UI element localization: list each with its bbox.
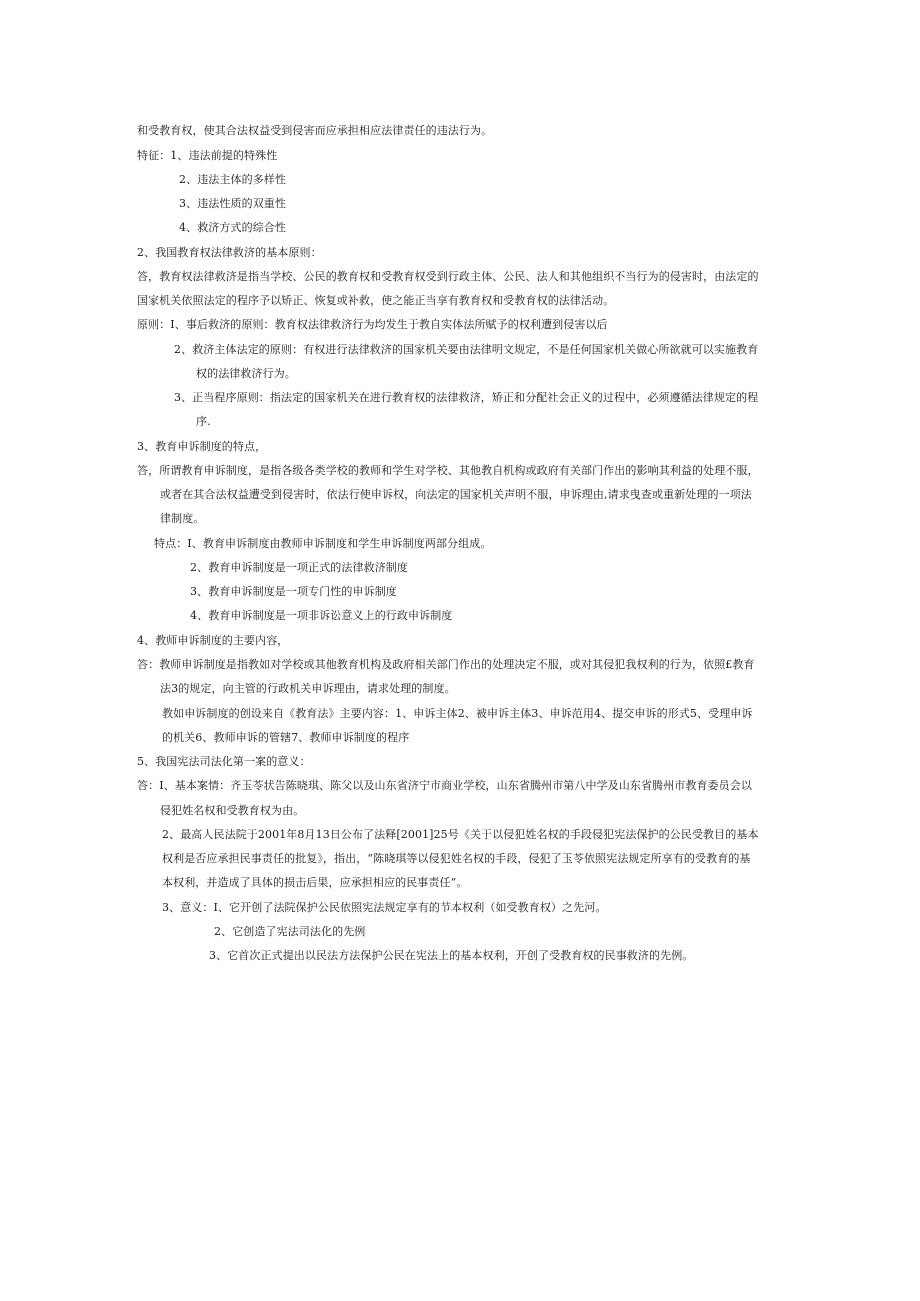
text-line: 的机关6、教师申诉的管辖7、教师申诉制度的程序 (162, 731, 410, 744)
text-line: 2、救济主体法定的原则：有权进行法律救济的国家机关要由法律明文规定，不是任何国家机关做心所欲就可以实施教育 (174, 343, 759, 356)
text-line: 3、教育申诉制度是一项专门性的申诉制度 (190, 585, 397, 598)
text-line: 教如申诉制度的创设来自《教育法》主要内容：1、申诉主体2、被申诉主体3、申诉范用4、提交申诉的形式5、受理申诉 (162, 707, 753, 720)
text-line: 4、救济方式的综合性 (179, 221, 286, 234)
text-line: 答：I、基本案情：齐玉苓状告陈晓琪、陈父以及山东省济宁市商业学校，山东省腾州市第八中学及山东省腾州市教育委员会以 (137, 779, 752, 792)
text-line: 2、教育申诉制度是一项正式的法律救济制度 (190, 561, 408, 574)
text-line: 法3的规定，向主管的行政机关申诉理由，请求处理的制度。 (160, 682, 456, 695)
text-line: 权利是否应承担民事责任的批复》，指出，“陈晓琪等以侵犯姓名权的手段，侵犯了玉苓依照宪法规定所享有的受教育的基 (162, 852, 751, 865)
text-line: 2、最高人民法院于2001年8月13日公布了法释[2001]25号《关于以侵犯姓名权的手段侵犯宪法保护的公民受教目的基本 (162, 828, 759, 841)
text-line: 特征：1、违法前提的特殊性 (137, 149, 278, 162)
text-line: 2、我国教育权法律救济的基本原则： (137, 246, 322, 259)
text-line: 本权利，并造成了具体的损击后果，应承担相应的民事责任”。 (162, 876, 468, 889)
text-line: 答，教育权法律救济是指当学校、公民的教育权和受教育权受到行政主体、公民、法人和其他组织不当行为的侵害时，由法定的 (137, 270, 759, 283)
text-line: 3、违法性质的双重性 (179, 197, 286, 210)
text-line: 序. (196, 415, 211, 428)
text-line: 3、教育申诉制度的特点， (137, 440, 267, 453)
text-line: 答：教师申诉制度是指教如对学校或其他教育机构及政府相关部门作出的处理决定不服，或对其侵犯我权利的行为，依照£教育 (137, 658, 755, 671)
text-line: 5、我国宪法司法化第一案的意义： (137, 755, 311, 768)
text-line: 答，所谓教育申诉制度，是指各级各类学校的教师和学生对学校、其他教自机构或政府有关部门作出的影响其利益的处理不服， (137, 464, 759, 477)
text-line: 权的法律救济行为。 (196, 367, 296, 380)
text-line: 4、教育申诉制度是一项非诉讼意义上的行政申诉制度 (190, 609, 453, 622)
text-line: 2、违法主体的多样性 (179, 173, 286, 186)
text-line: 2、它创造了宪法司法化的先例 (214, 925, 366, 938)
text-line: 4、教师申诉制度的主要内容， (137, 634, 289, 647)
text-line: 侵犯姓名权和受教育权为由。 (160, 804, 305, 817)
text-line: 3、正当程序原则：指法定的国家机关在进行教育权的法律救济，矫正和分配社会正义的过程中，必须遵循法律规定的程 (174, 391, 759, 404)
text-line: 和受教育权，使其合法权益受到侵害而应承担相应法律责任的违法行为。 (137, 124, 493, 137)
text-line: 国家机关依照法定的程序予以矫正、恢复或补救，使之能正当享有教育权和受教育权的法律活动。 (137, 294, 615, 307)
text-line: 律制度。 (160, 512, 205, 525)
text-line: 3、意义：I、它开创了法院保护公民依照宪法规定享有的节本权利（如受教育权）之先河。 (162, 901, 607, 914)
text-line: 或者在其合法权益遭受到侵害时，依法行使申诉权，向法定的国家机关声明不服，申诉理由,请求曳查或重新处理的一项法 (160, 488, 752, 501)
text-line: 原则：I、事后救济的原则：教育权法律救济行为均发生于教自实体法所赋予的权利遭到侵害以后 (137, 318, 608, 331)
text-line: 3、它首次正式提出以民法方法保护公民在宪法上的基本权利，开创了受教育权的民事救济的先例。 (209, 949, 694, 962)
text-line: 特点：I、教育申诉制度由教师申诉制度和学生申诉制度两部分组成。 (154, 537, 492, 550)
